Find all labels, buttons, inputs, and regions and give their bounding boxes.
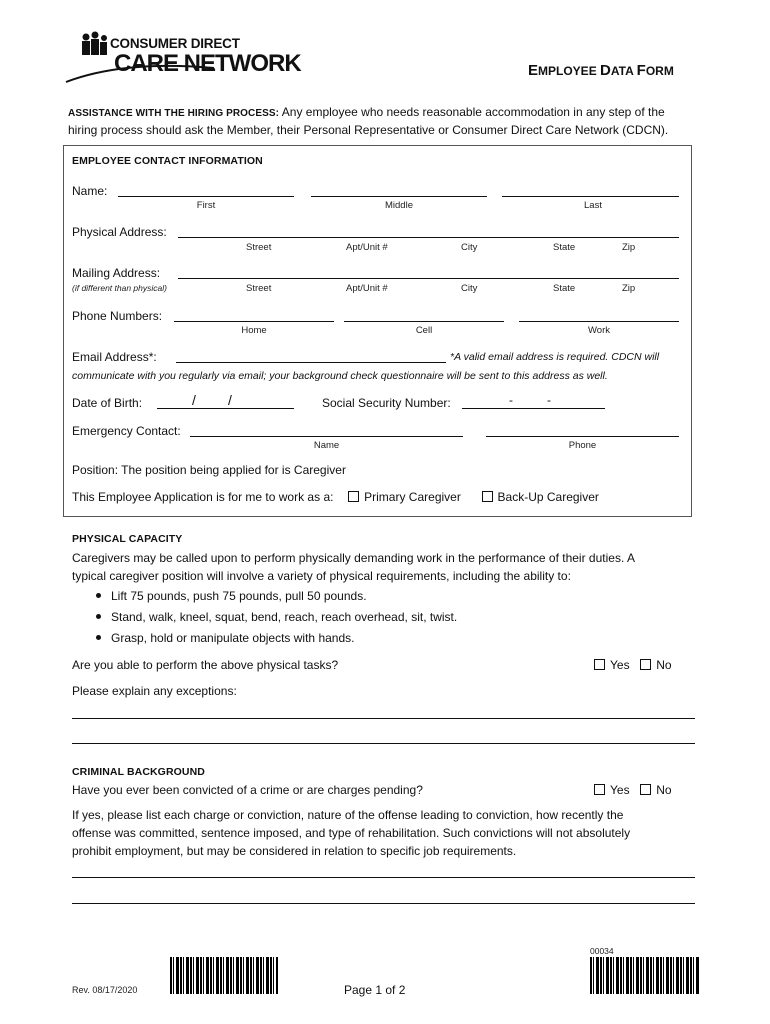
name-last-caption: Last [584, 200, 602, 211]
ssn-separator: - [509, 393, 513, 407]
physical-zip-caption: Zip [622, 242, 636, 253]
criminal-no-label: No [656, 783, 672, 797]
logo-line1: CONSUMER DIRECT [110, 36, 240, 51]
position-text: Position: The position being applied for is Caregiver [72, 463, 346, 477]
emergency-phone-field[interactable] [486, 436, 679, 437]
mailing-state-caption: State [553, 283, 576, 294]
mailing-apt-caption: Apt/Unit # [346, 283, 388, 294]
physical-intro-1: Caregivers may be called upon to perform physically demanding work in the performance of their duties. A [72, 551, 635, 565]
physical-yes-checkbox[interactable] [594, 659, 605, 670]
criminal-no-checkbox[interactable] [640, 784, 651, 795]
name-label: Name: [72, 184, 108, 198]
company-logo [64, 30, 301, 90]
title-letter: F [636, 62, 646, 79]
dob-label: Date of Birth: [72, 396, 143, 410]
phone-home-caption: Home [241, 325, 267, 336]
hiring-line2: hiring process should ask the Member, their Personal Representative or Consumer Direct Care Network (CDCN). [68, 123, 669, 137]
email-field[interactable] [176, 362, 446, 363]
title-part: ATA [610, 64, 637, 78]
phone-cell-field[interactable] [344, 321, 504, 322]
bullet-icon [96, 635, 101, 640]
physical-bullet [96, 610, 457, 624]
name-last-field[interactable] [502, 196, 679, 197]
email-label: Email Address*: [72, 350, 157, 364]
physical-address-field[interactable] [178, 237, 679, 238]
phone-home-field[interactable] [174, 321, 334, 322]
bullet-text: Lift 75 pounds, push 75 pounds, pull 50 pounds. [111, 589, 367, 603]
mailing-zip-caption: Zip [622, 283, 636, 294]
exceptions-line-1[interactable] [72, 718, 695, 719]
physical-bullet [96, 589, 367, 603]
form-code: 00034 [590, 946, 614, 956]
mailing-address-label: Mailing Address: [72, 266, 161, 280]
hiring-label: ASSISTANCE WITH THE HIRING PROCESS: [68, 108, 280, 119]
emergency-name-caption: Name [313, 440, 340, 451]
criminal-yes-checkbox[interactable] [594, 784, 605, 795]
logo-line2: CARE NETWORK [114, 50, 301, 77]
physical-yes-label: Yes [610, 658, 630, 672]
criminal-line-1[interactable] [72, 877, 695, 878]
bullet-text: Grasp, hold or manipulate objects with hands. [111, 631, 355, 645]
backup-caregiver-label: Back-Up Caregiver [497, 490, 599, 504]
mailing-street-caption: Street [246, 283, 272, 294]
criminal-question: Have you ever been convicted of a crime or are charges pending? [72, 783, 423, 797]
criminal-paragraph-1: If yes, please list each charge or conviction, nature of the offense leading to conviction, how recently the [72, 808, 624, 822]
email-note-2: communicate with you regularly via email; your background check questionnaire will be sent to this address as well. [72, 370, 608, 382]
mailing-address-field[interactable] [178, 278, 679, 279]
barcode-right [590, 957, 700, 994]
physical-no-checkbox[interactable] [640, 659, 651, 670]
physical-state-caption: State [553, 242, 576, 253]
criminal-line-2[interactable] [72, 903, 695, 904]
emergency-name-field[interactable] [190, 436, 463, 437]
emergency-label: Emergency Contact: [72, 424, 181, 438]
dob-separator: / [192, 392, 196, 408]
physical-apt-caption: Apt/Unit # [346, 242, 388, 253]
primary-caregiver-label: Primary Caregiver [364, 490, 461, 504]
name-middle-field[interactable] [311, 196, 487, 197]
application-row [72, 490, 599, 504]
title-part: MPLOYEE [538, 64, 601, 78]
application-label: This Employee Application is for me to work as a: [72, 490, 334, 504]
physical-explain-label: Please explain any exceptions: [72, 684, 237, 698]
criminal-paragraph-3: prohibit employment, but may be considered in relation to specific job requirements. [72, 844, 517, 858]
form-title [528, 62, 674, 80]
physical-street-caption: Street [246, 242, 272, 253]
title-letter: D [600, 62, 611, 79]
name-first-caption: First [196, 200, 216, 211]
hiring-line1: Any employee who needs reasonable accommodation in any step of the [281, 105, 665, 119]
ssn-label: Social Security Number: [322, 396, 451, 410]
bullet-icon [96, 593, 101, 598]
emergency-phone-caption: Phone [568, 440, 597, 451]
revision-date: Rev. 08/17/2020 [72, 985, 138, 995]
dob-separator: / [228, 392, 232, 408]
physical-address-label: Physical Address: [72, 225, 167, 239]
primary-caregiver-checkbox[interactable] [348, 491, 359, 502]
page-number: Page 1 of 2 [344, 983, 406, 997]
physical-bullet [96, 631, 354, 645]
phone-label: Phone Numbers: [72, 309, 163, 323]
title-part: ORM [645, 64, 674, 78]
name-middle-caption: Middle [385, 200, 413, 211]
hiring-notice [68, 105, 665, 119]
physical-question: Are you able to perform the above physical tasks? [72, 658, 339, 672]
exceptions-line-2[interactable] [72, 743, 695, 744]
dob-field[interactable] [157, 408, 294, 409]
email-note-1: *A valid email address is required. CDCN will [450, 351, 660, 363]
phone-work-caption: Work [588, 325, 610, 336]
physical-intro-2: typical caregiver position will involve a variety of physical requirements, including the ability to: [72, 569, 571, 583]
physical-no-label: No [656, 658, 672, 672]
phone-work-field[interactable] [519, 321, 679, 322]
phone-cell-caption: Cell [415, 325, 433, 336]
criminal-paragraph-2: offense was committed, sentence imposed, and type of rehabilitation. Such convictions will not absolutely [72, 826, 631, 840]
criminal-yes-label: Yes [610, 783, 630, 797]
physical-heading: PHYSICAL CAPACITY [72, 533, 183, 545]
physical-yes-no [594, 658, 672, 672]
backup-caregiver-checkbox[interactable] [482, 491, 493, 502]
bullet-text: Stand, walk, kneel, squat, bend, reach, reach overhead, sit, twist. [111, 610, 458, 624]
physical-city-caption: City [461, 242, 478, 253]
mailing-note: (if different than physical) [72, 283, 167, 293]
contact-heading: EMPLOYEE CONTACT INFORMATION [72, 155, 263, 167]
ssn-separator: - [547, 393, 551, 407]
criminal-yes-no [594, 783, 672, 797]
mailing-city-caption: City [461, 283, 478, 294]
title-letter: E [528, 62, 539, 79]
ssn-field[interactable] [462, 408, 605, 409]
barcode-left [170, 957, 278, 994]
bullet-icon [96, 614, 101, 619]
criminal-heading: CRIMINAL BACKGROUND [72, 766, 205, 778]
name-first-field[interactable] [118, 196, 294, 197]
